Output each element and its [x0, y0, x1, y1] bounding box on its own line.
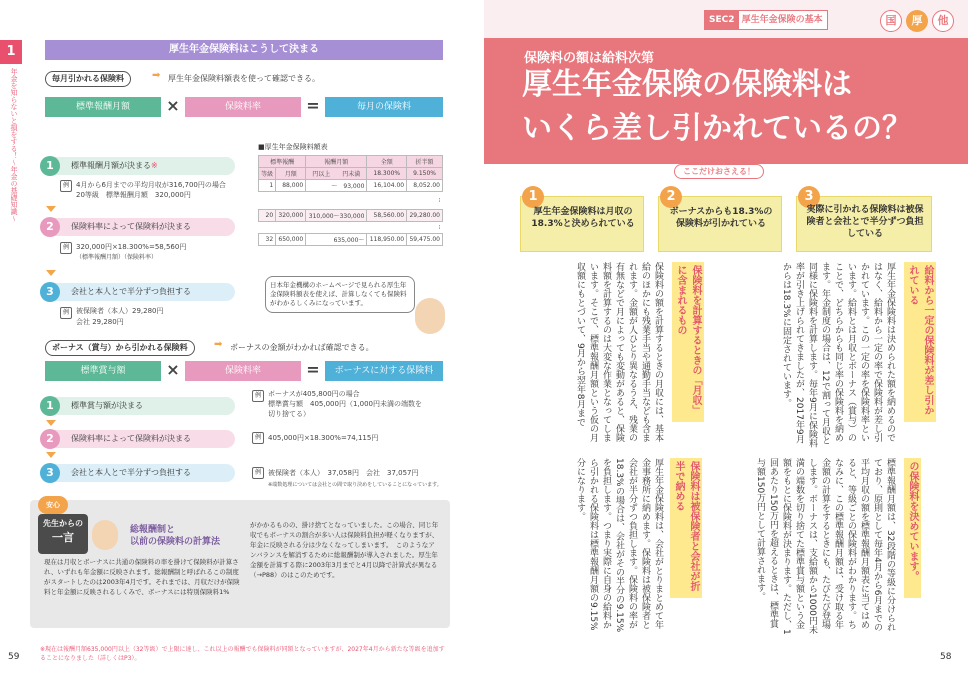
th: 報酬月額: [306, 156, 367, 168]
teacher-avatar: [92, 520, 118, 550]
right-page: [484, 0, 968, 683]
section-label: SEC2 厚生年金保険の基本: [704, 10, 828, 30]
formula2-times: ×: [166, 360, 180, 379]
arrow-icon: ➡: [214, 339, 223, 350]
teacher-note-title: 総報酬制と 以前の保険料の計算法: [130, 525, 221, 547]
chapter-tab: 1: [0, 40, 22, 64]
point-num-3: 3: [798, 186, 820, 208]
chapter-side-text: 年金を知らないと損をする！〜年金の基礎知識〜: [10, 68, 18, 222]
col3-body: 標準報酬月額は、32段階の等級に分けられており、原則として毎年4月から6月までの平均月収の額を標準報酬月額表に当てはめると、等級ごとの保険料がわかります。ちなみに、この標準報酬月額は、受け取る年金額の計算をするときにも、たびたび登場します。ボーナスは、支給額から1000円未満の端数を切り捨てた標準賞与額という金額をもとに保険料が決まります。ただし、1回あたり150万円を超えるときは、標準賞与額150万円として計算されます。: [755, 458, 895, 635]
step1-row: 標準報酬月額が決まる※: [45, 157, 235, 175]
th: 折半額: [407, 156, 443, 168]
step1-num: 1: [40, 156, 60, 176]
th: 標準報酬: [259, 156, 306, 168]
example-icon: 例: [60, 242, 72, 254]
arrow-icon: ➡: [152, 70, 161, 81]
col4-body: 厚生年金保険料は、会社がとりまとめて年金事務所に納めます。保険料は被保険者と会社が半分ずつ負担します。保険料の率が18.3%の場合は、会社がその半分の9.15%を負担します。つまり実際に自身の給料から引かれる保険料は標準報酬月額の9.15%分になります。: [575, 458, 663, 633]
formula2-c: ボーナスに対する保険料: [325, 361, 443, 381]
formula2-b: 保険料率: [185, 361, 301, 381]
teacher-note-p1: 現在は月収とボーナスに共通の保険料の率を掛けて保険料が計算され、いずれも年金額に反映されます。総報酬制と呼ばれるこの制度がスタートしたのは2003年4月です。それまでは、月収だけが保険料と年金額に反映されるしくみで、ボーナスには特別保険料1%: [44, 558, 240, 596]
step3-row: 会社と本人とで半分ずつ負担する: [45, 283, 235, 301]
down-arrow-icon: [46, 206, 56, 212]
down-arrow-icon: [46, 420, 56, 426]
col2-heading: 保険料を計算するときの「月収」に含まれるもの: [672, 262, 704, 422]
bonus-step1-row: 標準賞与額が決まる: [45, 397, 235, 415]
example-icon: 例: [252, 390, 264, 402]
formula1-a: 標準報酬月額: [45, 97, 161, 117]
th: 全額: [367, 156, 407, 168]
point-text-2: ボーナスからも18.3%の保険料が引かれている: [669, 207, 773, 229]
table-title: ■厚生年金保険料額表: [258, 143, 328, 151]
ex3-text1: 被保険者（本人）29,280円: [76, 307, 164, 315]
th: 円以上 円未満: [306, 168, 367, 180]
formula1-times: ×: [166, 96, 180, 115]
formula1-b: 保険料率: [185, 97, 301, 117]
th: 18.300%: [367, 168, 407, 180]
example-icon: 例: [60, 307, 72, 319]
page-number: 59: [8, 652, 20, 662]
ex2-text2: （標準報酬月額）（保険料率）: [76, 254, 158, 261]
page-number: 58: [940, 652, 952, 662]
badge-kokumin: 国: [880, 10, 902, 32]
formula1-c: 毎月の保険料: [325, 97, 443, 117]
badge-other: 他: [932, 10, 954, 32]
th: 月額: [276, 168, 306, 180]
section-title: 厚生年金保険料はこうして決まる: [45, 40, 443, 60]
formula1-equals: =: [306, 96, 320, 115]
teacher-note-p2: がかかるものの、掛け捨てとなっていました。この場合、同じ年収でもボーナスの割合が多い人は保険料負担が軽くなりますが、年金に反映される分は少なくなってしまいます。 このようなアンバランスを解消するために総報酬制が導入されました。厚生年金額を計算する際に2003年3月までと4月以降で計算式が異なる（→P88）のはこのためです。: [250, 521, 439, 579]
bonus-step3-row: 会社と本人とで半分ずつ負担する: [45, 464, 235, 482]
point-text-1: 厚生年金保険料は月収の18.3%と決められている: [531, 207, 635, 229]
teacher-label: 先生からの 一言: [38, 514, 88, 554]
col1-heading: 給料から一定の保険料が差し引かれている: [904, 262, 936, 422]
step2-num: 2: [40, 217, 60, 237]
point-num-2: 2: [660, 186, 682, 208]
anshin-badge: 安心: [38, 496, 68, 514]
ex3-text2: 会社 29,280円: [76, 318, 124, 326]
bex3-note: ※端数処理については会社との間で取り決めをしていることになっています。: [268, 482, 442, 488]
ex1-text1: 4月から6月までの平均月収が316,700円の場合: [76, 181, 226, 189]
badge-kousei: 厚: [906, 10, 928, 32]
title-line1: 厚生年金保険の保険料は: [522, 67, 852, 102]
bex1-text1: ボーナスが405,800円の場合: [268, 390, 360, 398]
ex1-text2: 20等級 標準報酬月額 320,000円: [76, 191, 191, 199]
table-row: 32 650,000 635,000〜 118,950.00 59,475.00: [259, 234, 443, 246]
bonus-step2-num: 2: [40, 429, 60, 449]
step3-num: 3: [40, 282, 60, 302]
bex1-text3: 切り捨てる）: [268, 410, 310, 418]
kicker: 保険料の額は給料次第: [524, 51, 655, 66]
col4-heading: 保険料は被保険者と会社が折半で納める: [670, 458, 702, 598]
point-num-1: 1: [522, 186, 544, 208]
teacher-avatar: [415, 298, 445, 334]
monthly-pill: 毎月引かれる保険料: [45, 71, 131, 87]
table-row: 1 88,000 〜 93,000 16,104.00 8,052.00: [259, 180, 443, 192]
points-label: ここだけおさえる！: [674, 164, 764, 179]
bonus-pill: ボーナス（賞与）から引かれる保険料: [45, 340, 195, 356]
formula2-a: 標準賞与額: [45, 361, 161, 381]
bonus-desc: ボーナスの金額がわかれば確認できる。: [230, 343, 374, 352]
example-icon: 例: [60, 180, 72, 192]
speech-bubble: 日本年金機構のホームページで見られる厚生年金保険料額表を使えば、計算しなくても保険料がわかるしくみになっています。: [265, 276, 415, 313]
point-text-3: 実際に引かれる保険料は被保険者と会社とで半分ずつ負担している: [806, 205, 924, 239]
formula2-equals: =: [306, 360, 320, 379]
down-arrow-icon: [46, 452, 56, 458]
example-icon: 例: [252, 432, 264, 444]
down-arrow-icon: [46, 270, 56, 276]
col1-body: 厚生年金保険料は決められた額を納めるのではなく、給料から一定の率で保険料が差し引かれています。この一定の率を保険料率といいます。給料とは月収とボーナス（賞与）のことで、どちらからも同じ率の保険料を納めます。年金制度の場合は、12で割って月収と同様に保険料を計算します。毎年9月に保険料率が引き上げられてきましたが、2017年9月からは18.3%に固定されています。: [781, 262, 895, 448]
step2-row: 保険料率によって保険料が決まる: [45, 218, 235, 236]
bex3-text1: 被保険者（本人） 37,058円 会社 37,057円: [268, 469, 419, 477]
ex2-text1: 320,000円×18.300%=58,560円: [76, 243, 187, 251]
bonus-step1-num: 1: [40, 396, 60, 416]
bonus-step2-row: 保険料率によって保険料が決まる: [45, 430, 235, 448]
bonus-step3-num: 3: [40, 463, 60, 483]
bex2-text1: 405,000円×18.300%=74,115円: [268, 434, 379, 442]
footnote: ※現在は報酬月額635,000円以上（32等級）で上限に達し、これ以上の報酬でも保険料が同額となっていますが、2027年4月から新たな等級を追加することになりました（詳しくはP3）。: [40, 646, 445, 662]
th: 等級: [259, 168, 276, 180]
th: 9.150%: [407, 168, 443, 180]
example-icon: 例: [252, 467, 264, 479]
title-line2: いくら差し引かれているの？: [522, 111, 912, 146]
monthly-desc: 厚生年金保険料額表を使って確認できる。: [168, 74, 320, 83]
col2-body: 保険料の額を計算するときの月収には、基本給のほかにも残業手当や通勤手当なども含まれます。金額が人ひとり異なるうえ、残業の有無などで月によっても変動があると、保険料額を計算するのは大変な作業となってしまいます。そこで、標準報酬月額という仮の月収額にもとづいて、9月から翌年8月まで: [575, 262, 663, 442]
table-row: 20 320,000 310,000〜330,000 58,560.00 29,280.00: [259, 210, 443, 222]
premium-table: 標準報酬 報酬月額 全額 折半額 等級 月額 円以上 円未満 18.300% 9.150% 1 88,000 〜 93,000 16,104.00 8,052.00 ⁝ 20 320,000 310,000〜330,000 58,560.00 29,280.00 ⁝ 32 650,000 635,000〜 118,950.00 59,475.00: [258, 155, 443, 246]
col3-heading: の保険料を決めています。: [904, 458, 921, 598]
bex1-text2: 標準賞与額 405,000円（1,000円未満の端数を: [268, 400, 422, 408]
